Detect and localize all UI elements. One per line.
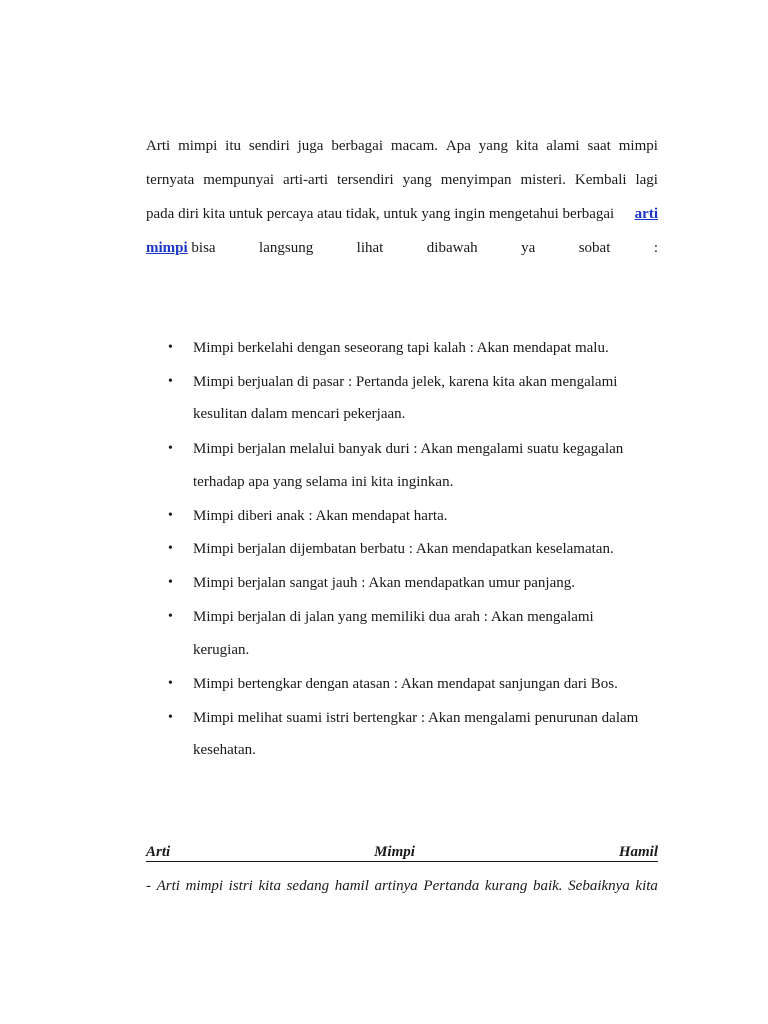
word: baik.	[532, 878, 563, 894]
bullet-icon: •	[168, 340, 173, 355]
word: Pertanda	[423, 878, 480, 894]
word: alami	[546, 138, 580, 154]
word: kita	[635, 878, 658, 894]
intro-line-3	[146, 204, 658, 224]
word: sedang	[286, 878, 330, 894]
word: bisa	[191, 240, 216, 256]
list-item: Mimpi berjalan dijembatan berbatu : Akan mendapatkan keselamatan.	[193, 541, 614, 557]
word: juga	[297, 138, 324, 154]
word: sobat	[578, 240, 611, 256]
intro-line-2	[146, 170, 658, 190]
word: mimpi	[178, 138, 218, 154]
word: menyimpan	[440, 172, 512, 188]
word: Arti	[156, 878, 180, 894]
word: :	[653, 240, 658, 256]
bullet-icon: •	[168, 575, 173, 590]
heading-word: Arti	[146, 844, 171, 860]
arti-mimpi-link-part1[interactable]: arti	[634, 206, 658, 222]
list-item: Mimpi melihat suami istri bertengkar : Akan mengalami penurunan dalam	[193, 710, 639, 726]
list-item-continuation: terhadap apa yang selama ini kita inginkan.	[193, 474, 454, 490]
list-item: Mimpi berjalan di jalan yang memiliki dua arah : Akan mengalami	[193, 609, 594, 625]
word: kita	[515, 138, 539, 154]
word: langsung	[259, 240, 314, 256]
list-item: Mimpi berjalan melalui banyak duri : Akan mengalami suatu kegagalan	[193, 441, 624, 457]
heading-word: Mimpi	[374, 844, 415, 860]
intro-line-4	[146, 238, 658, 258]
word: berbagai	[331, 138, 384, 154]
word: -	[146, 878, 151, 894]
section-heading-arti-mimpi-hamil	[146, 843, 658, 862]
heading-word: Hamil	[618, 844, 658, 860]
list-item: Mimpi diberi anak : Akan mendapat harta.	[193, 508, 448, 524]
word: saat	[587, 138, 611, 154]
word: Apa	[445, 138, 471, 154]
word: ya	[521, 240, 536, 256]
word: mimpi	[618, 138, 658, 154]
word: arti-arti	[283, 172, 329, 188]
word: lagi	[635, 172, 658, 188]
word: misteri.	[520, 172, 566, 188]
intro-line-1	[146, 136, 658, 156]
bullet-icon: •	[168, 441, 173, 456]
intro-line-3-text: pada diri kita untuk percaya atau tidak, untuk yang ingin mengetahui berbagai	[146, 206, 615, 222]
word: tersendiri	[336, 172, 394, 188]
list-item: Mimpi berkelahi dengan seseorang tapi kalah : Akan mendapat malu.	[193, 340, 609, 356]
word: macam.	[390, 138, 438, 154]
arti-mimpi-link-part2[interactable]: mimpi	[146, 240, 188, 256]
word: yang	[402, 172, 432, 188]
word: Sebaiknya	[568, 878, 630, 894]
bullet-icon: •	[168, 541, 173, 556]
word: mempunyai	[203, 172, 275, 188]
bullet-icon: •	[168, 508, 173, 523]
word: mimpi	[185, 878, 224, 894]
word: itu	[225, 138, 241, 154]
word: kurang	[484, 878, 528, 894]
list-item-continuation: kesehatan.	[193, 742, 256, 758]
word: hamil	[334, 878, 369, 894]
word: dibawah	[426, 240, 478, 256]
word: Arti	[146, 138, 171, 154]
word: istri	[228, 878, 253, 894]
hamil-paragraph-line-1	[146, 876, 658, 896]
list-item: Mimpi berjalan sangat jauh : Akan mendapatkan umur panjang.	[193, 575, 575, 591]
list-item	[193, 372, 658, 392]
word: kita	[258, 878, 281, 894]
word: Kembali	[574, 172, 627, 188]
list-item-text: Mimpi berjualan di pasar : Pertanda jelek, karena kita akan mengalami	[193, 374, 618, 390]
word: lihat	[356, 240, 384, 256]
bullet-icon: •	[168, 609, 173, 624]
word: ternyata	[146, 172, 195, 188]
word: sendiri	[248, 138, 290, 154]
word: yang	[478, 138, 508, 154]
list-item-continuation: kerugian.	[193, 642, 250, 658]
list-item-continuation: kesulitan dalam mencari pekerjaan.	[193, 406, 406, 422]
bullet-icon: •	[168, 710, 173, 725]
bullet-icon: •	[168, 676, 173, 691]
word: artinya	[374, 878, 418, 894]
bullet-icon: •	[168, 374, 173, 389]
list-item: Mimpi bertengkar dengan atasan : Akan mendapat sanjungan dari Bos.	[193, 676, 618, 692]
